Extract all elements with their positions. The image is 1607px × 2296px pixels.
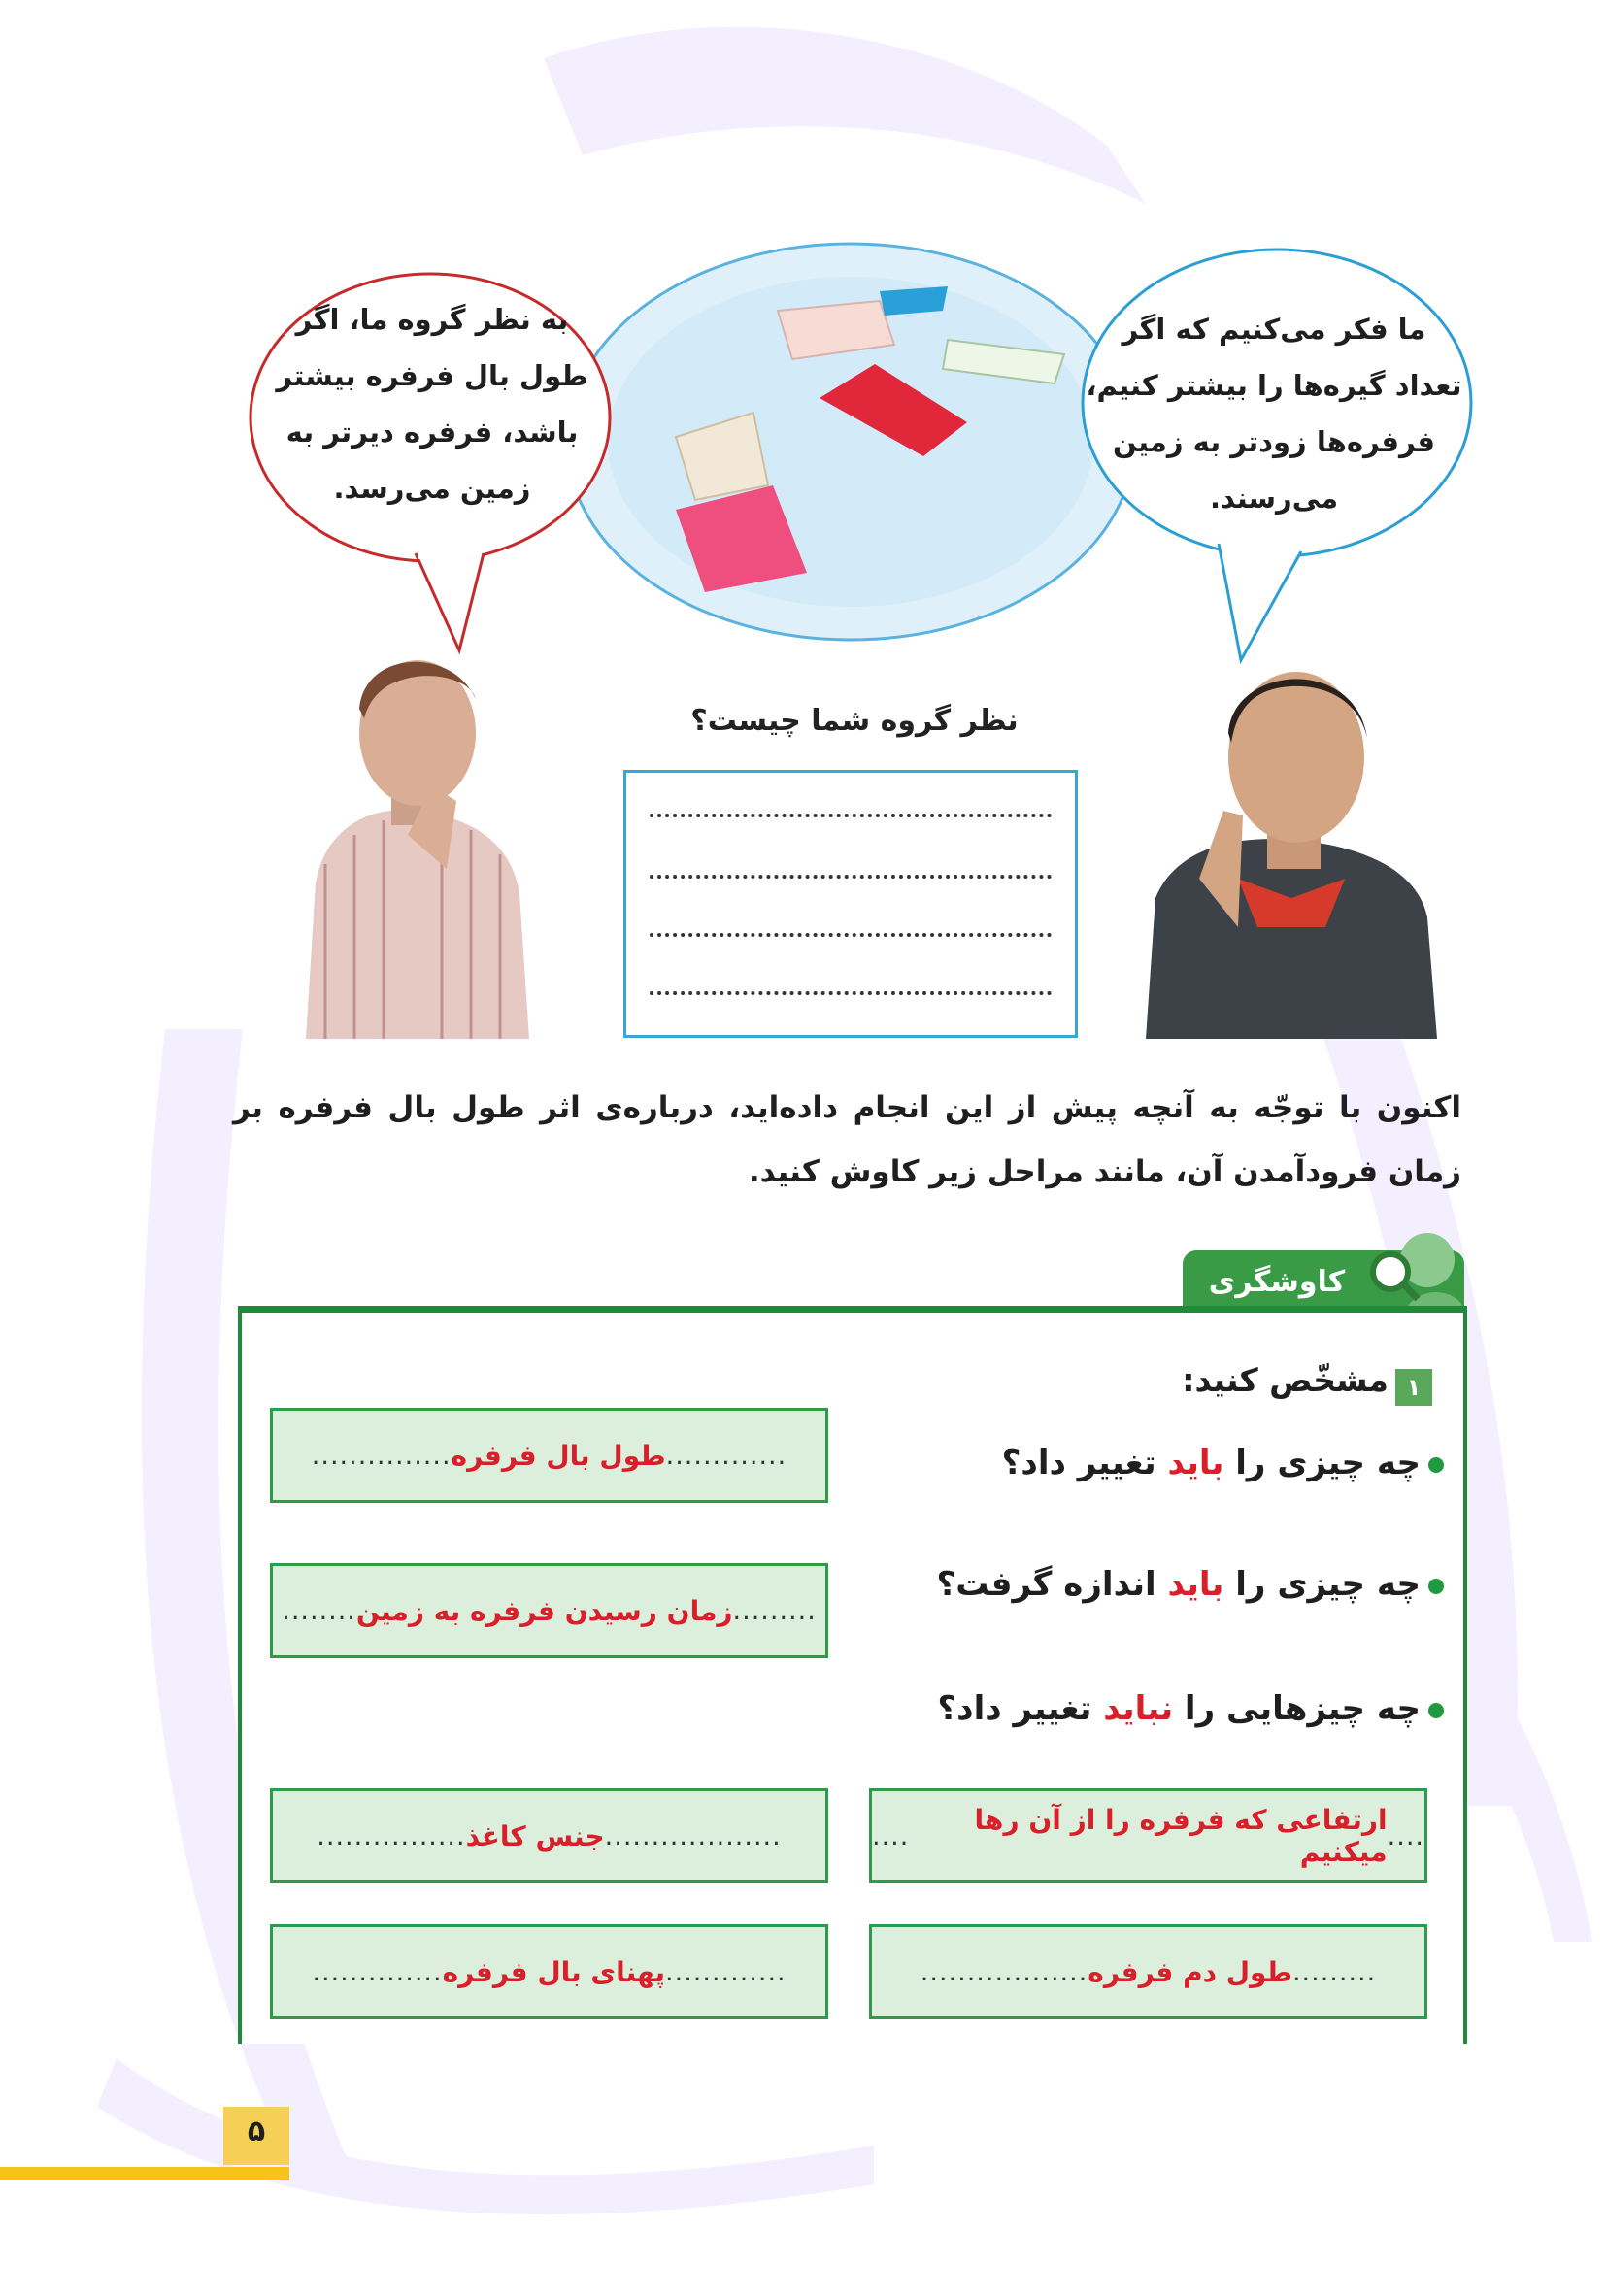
bullet-icon [1428,1579,1444,1594]
left-bubble-text [267,291,597,516]
right-bubble-line-4: می‌رسند. [1209,482,1339,515]
question-must-change [1002,1444,1444,1482]
group-opinion-answer-box[interactable] [623,770,1078,1038]
dotted-line-3 [650,933,1052,937]
left-bubble-line-4: زمین می‌رسد. [333,472,531,505]
group-opinion-question: نظر گروه شما چیست؟ [690,704,1019,738]
right-bubble-text [1080,301,1468,526]
q3-text-after: تغییر داد؟ [937,1689,1104,1728]
left-bubble-line-2: طول بال فرفره بیشتر [276,359,588,392]
answer-box-control-4[interactable]: ............. پهنای بال فرفره .............. [270,1924,828,2019]
kite-oval [559,238,1142,646]
step-number-badge: ۱ [1395,1369,1432,1406]
q1-text-before: چه چیزی را [1223,1444,1421,1482]
dotted-line-4 [650,991,1052,995]
answer-box-must-measure[interactable]: ......... زمان رسیدن فرفره به زمین ........ [270,1563,828,1658]
answer-text-6: پهنای بال فرفره [442,1955,666,1988]
page-footer-bar [0,2167,289,2180]
bullet-icon [1428,1703,1444,1718]
q2-text-before: چه چیزی را [1223,1565,1421,1604]
dotted-line-1 [650,814,1052,817]
dotted-line-2 [650,875,1052,879]
page-number: ۵ [247,2114,266,2148]
q1-highlight: باید [1167,1444,1224,1482]
boy-thinking-right [1146,646,1437,1039]
question-must-not-change [937,1689,1444,1728]
answer-box-must-change[interactable]: ............. طول بال فرفره ............... [270,1408,828,1503]
step-title: مشخّص کنید: [1182,1361,1389,1399]
right-bubble-line-2: تعداد گیره‌ها را بیشتر کنیم، [1086,369,1462,402]
answer-text-3: ارتفاعی که فرفره را از آن رها میکنیم [974,1804,1388,1868]
right-bubble-line-3: فرفره‌ها زودتر به زمین [1112,425,1436,458]
answer-text-5: طول دم فرفره [1088,1955,1292,1988]
q3-highlight: نباید [1103,1689,1174,1728]
answer-text-1: طول بال فرفره [451,1439,666,1472]
bullet-icon [1428,1457,1444,1473]
boy-thinking-left [286,641,539,1039]
answer-box-control-2[interactable]: ................... جنس کاغذ ................ [270,1788,828,1883]
question-must-measure [937,1565,1444,1604]
left-bubble-line-1: به نظر گروه ما، اگر [295,303,569,336]
answer-box-control-1[interactable]: .... ارتفاعی که فرفره را از آن رها میکنیم .... [869,1788,1427,1883]
instruction-paragraph: اکنون با توجّه به آنچه پیش از این انجام داده‌اید، درباره‌ی اثر طول بال فرفره بر زمان فرودآمدن آن، مانند مراحل زیر کاوش کنید. [233,1090,1461,1189]
q2-text-after: اندازه گرفت؟ [936,1565,1168,1604]
q1-text-after: تغییر داد؟ [1001,1444,1168,1482]
q2-highlight: باید [1167,1565,1224,1604]
answer-text-2: زمان رسیدن فرفره به زمین [355,1594,733,1627]
investigation-tab-label: کاوشگری [1208,1265,1346,1299]
right-bubble-line-1: ما فکر می‌کنیم که اگر [1122,313,1426,346]
answer-text-4: جنس کاغذ [465,1819,605,1852]
answer-box-control-3[interactable]: ......... طول دم فرفره .................. [869,1924,1427,2019]
left-bubble-line-3: باشد، فرفره دیرتر به [285,416,579,449]
magnifier-scientist-icon [1350,1221,1466,1318]
q3-text-before: چه چیزهایی را [1173,1689,1421,1728]
